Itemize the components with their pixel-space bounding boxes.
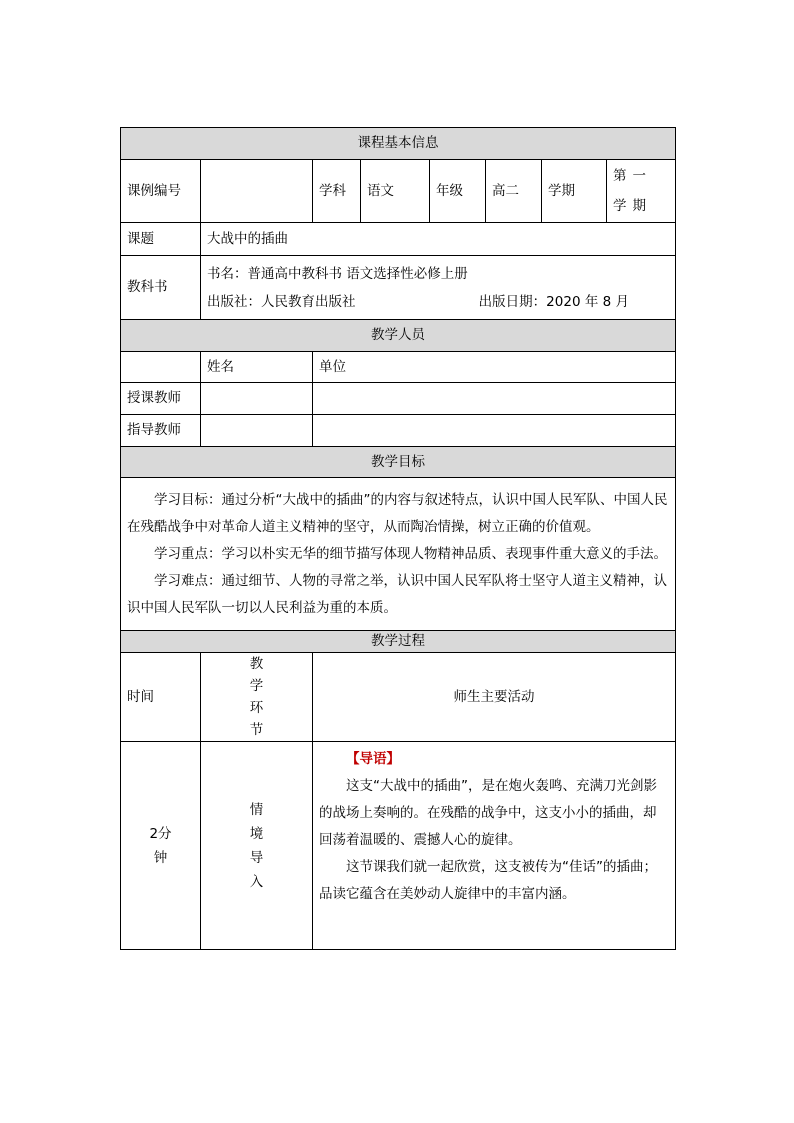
subject-label: 学科 <box>313 160 361 223</box>
lesson-plan-document <box>120 127 675 950</box>
publisher-row <box>207 288 669 316</box>
mentor-label: 指导教师 <box>121 415 201 447</box>
subject-value: 语文 <box>361 160 430 223</box>
textbook-info <box>201 256 676 320</box>
time-column-header <box>121 653 201 742</box>
term-label: 学期 <box>542 160 607 223</box>
staff-name-column: 姓名 <box>201 352 313 383</box>
textbook-label: 教科书 <box>121 256 201 320</box>
teacher-name <box>201 383 313 415</box>
book-name: 书名：普通高中教科书 语文选择性必修上册 <box>207 265 468 282</box>
lesson-plan-table <box>120 127 676 950</box>
goals-content <box>121 478 676 631</box>
section-header-process: 教学过程 <box>121 631 676 653</box>
term-value: 第一学期 <box>607 160 676 223</box>
section-header-goals: 教学目标 <box>121 447 676 478</box>
stage-column-header <box>201 653 313 742</box>
grade-label: 年级 <box>430 160 486 223</box>
staff-corner-cell <box>121 352 201 383</box>
activity-paragraph-2: 这节课我们就一起欣赏，这支被传为“佳话”的插曲；品读它蕴含在美妙动人旋律中的丰富内涵。 <box>319 859 657 902</box>
activity-subtitle: 【导语】 <box>346 751 400 767</box>
activity-column-header: 师生主要活动 <box>313 653 676 742</box>
topic-label: 课题 <box>121 223 201 256</box>
activity-paragraph-1: 这支“大战中的插曲”，是在炮火轰鸣、充满刀光剑影的战场上奏响的。在残酷的战争中，这支小小的插曲，却回荡着温暖的、震撼人心的旋律。 <box>319 778 657 848</box>
process-row-time-text: 2分钟 <box>149 825 172 866</box>
teacher-label: 授课教师 <box>121 383 201 415</box>
process-row-activity <box>313 742 676 950</box>
case-number-label: 课例编号 <box>121 160 201 223</box>
section-header-staff: 教学人员 <box>121 320 676 352</box>
mentor-name <box>201 415 313 447</box>
learning-difficulty: 学习难点：通过细节、人物的寻常之举，认识中国人民军队将士坚守人道主义精神，认识中国人民军队一切以人民利益为重的本质。 <box>127 572 667 616</box>
process-row-stage-text: 情境导入 <box>249 801 264 890</box>
process-row-stage <box>201 742 313 950</box>
publish-date: 出版日期：2020 年 8 月 <box>478 293 629 310</box>
publisher: 出版社：人民教育出版社 <box>207 293 356 310</box>
teacher-unit <box>313 383 676 415</box>
stage-column-label: 教学环节 <box>249 656 264 738</box>
mentor-unit <box>313 415 676 447</box>
grade-value: 高二 <box>486 160 542 223</box>
section-header-basic-info: 课程基本信息 <box>121 128 676 160</box>
learning-objective: 学习目标：通过分析“大战中的插曲”的内容与叙述特点，认识中国人民军队、中国人民在残酷战争中对革命人道主义精神的坚守，从而陶冶情操，树立正确的价值观。 <box>127 491 668 535</box>
process-row-time <box>121 742 201 950</box>
topic-value: 大战中的插曲 <box>201 223 676 256</box>
time-column-label: 时间 <box>127 688 154 705</box>
staff-unit-column: 单位 <box>313 352 676 383</box>
case-number-value <box>201 160 313 223</box>
learning-key-point: 学习重点：学习以朴实无华的细节描写体现人物精神品质、表现事件重大意义的手法。 <box>154 545 667 562</box>
